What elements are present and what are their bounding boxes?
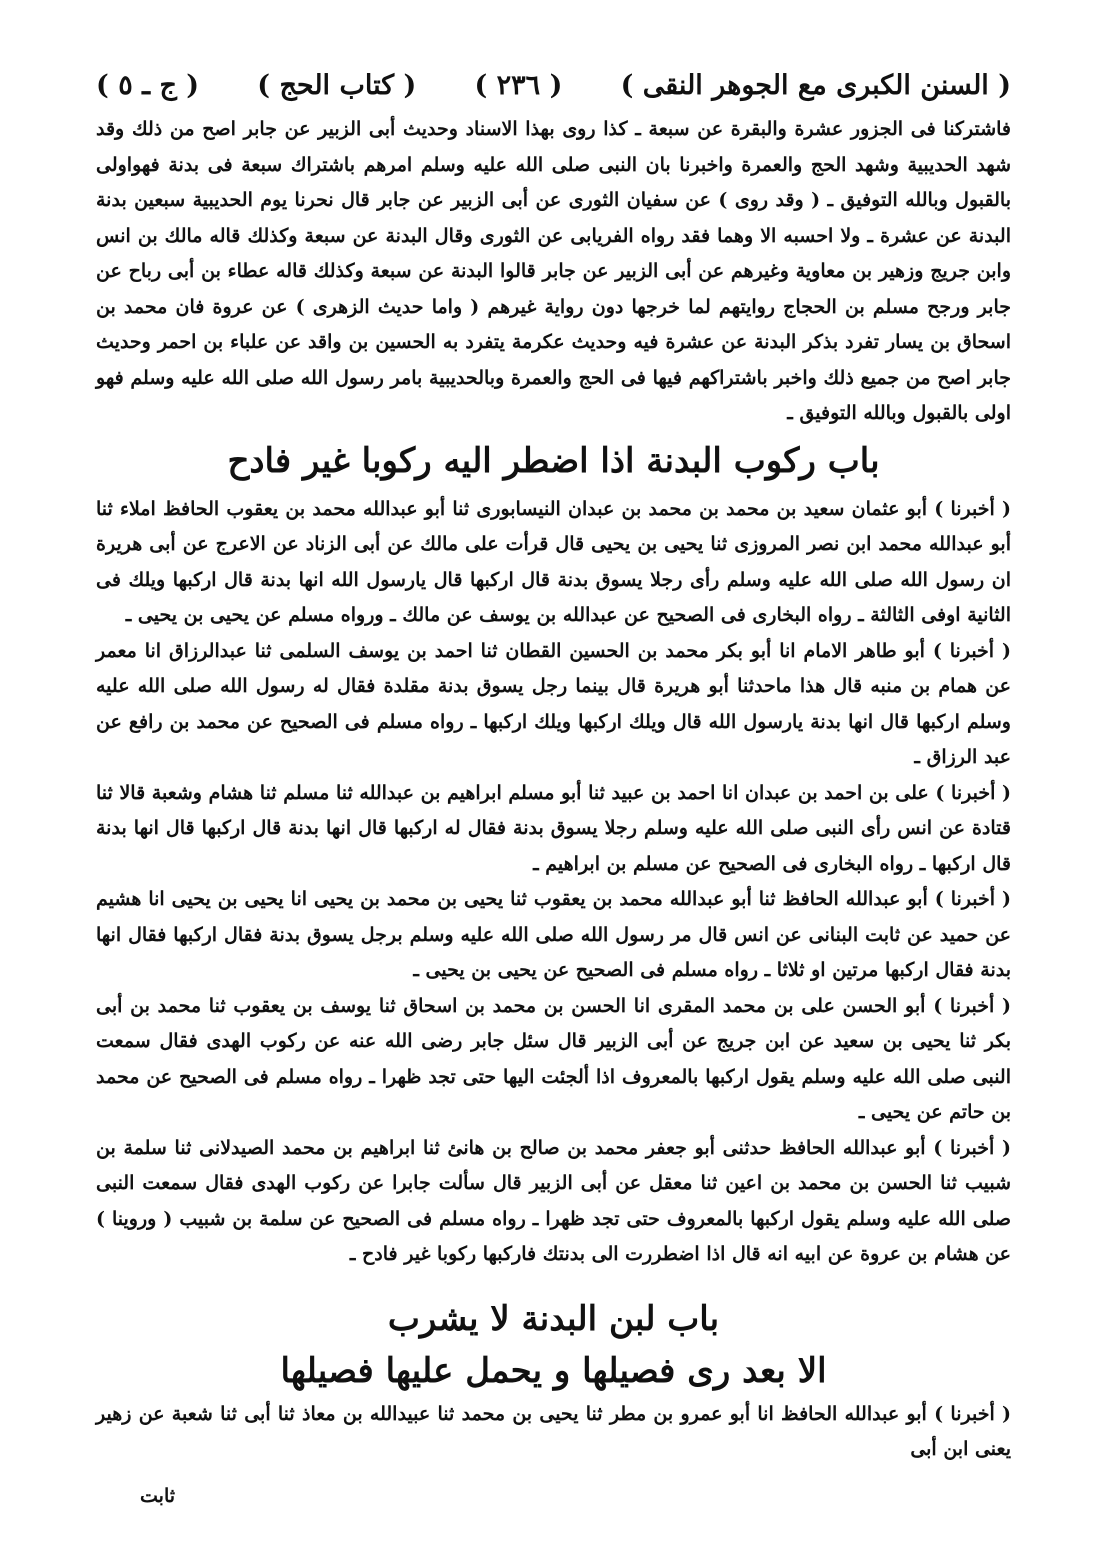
top-paragraph: فاشتركنا فى الجزور عشرة والبقرة عن سبعة ـ كذا روى بهذا الاسناد وحديث أبى الزبير عن جابر اصح من ذلك وقد شهد الحديبية وشهد الحج والعمرة واخبرنا بان النبى صلى الله عليه وسلم امرهم باشتراك سبعة فى بدنة فهواولى بالقبول وبالله التوفيق ـ ( وقد روى ) عن سفيان الثورى عن أبى الزبير عن جابر قال نحرنا يوم الحديبية سبعين بدنة البدنة عن عشرة ـ ولا احسبه الا وهما فقد رواه الفريابى عن الثورى وقال البدنة عن سبعة وكذلك قاله مالك بن انس وابن جريج وزهير بن معاوية وغيرهم عن أبى الزبير عن جابر قالوا البدنة عن سبعة وكذلك قاله عطاء بن أبى رباح عن جابر ورجح مسلم بن الحجاج روايتهم لما خرجها دون رواية غيرهم ( واما حديث الزهرى ) عن عروة فان محمد بن اسحاق بن يسار تفرد بذكر البدنة عن عشرة فيه وحديث عكرمة يتفرد به الحسين بن واقد عن علباء بن احمر وحديث جابر اصح من جميع ذلك واخبر باشتراكهم فيها فى الحج والعمرة وبالحديبية بامر رسول الله صلى الله عليه وسلم فهو اولى بالقبول وبالله التوفيق ـ bbox=[96, 118, 1011, 424]
volume-number: ( ج ـ ٥ ) bbox=[96, 69, 200, 101]
section-heading-milk-line2: الا بعد رى فصيلها و يحمل عليها فصيلها bbox=[280, 1350, 827, 1391]
section-heading-milk-line1: باب لبن البدنة لا يشرب bbox=[387, 1298, 720, 1339]
hadith-paragraph: ( أخبرنا ) أبو عثمان سعيد بن محمد بن محمد بن عبدان النيسابورى ثنا أبو عبدالله محمد بن يعقوب الحافظ املاء ثنا أبو عبدالله محمد ابن نصر المروزى ثنا يحيى بن يحيى قال قرأت على مالك عن أبى الزناد عن الاعرج عن أبى هريرة ان رسول الله صلى الله عليه وسلم رأى رجلا يسوق بدنة قال اركبها قال يارسول الله انها بدنة قال اركبها ويلك فى الثانية اوفى الثالثة ـ رواه البخارى فى الصحيح عن عبدالله بن يوسف عن مالك ـ ورواه مسلم عن يحيى بن يحيى ـ bbox=[96, 497, 1011, 626]
hadith-paragraph: ( أخبرنا ) أبو عبدالله الحافظ حدثنى أبو جعفر محمد بن صالح بن هانئ ثنا ابراهيم بن محمد الصيدلانى ثنا سلمة بن شبيب ثنا الحسن بن محمد بن اعين ثنا معقل عن أبى الزبير قال سألت جابرا عن ركوب الهدى فقال سمعت النبى صلى الله عليه وسلم يقول اركبها بالمعروف حتى تجد ظهرا ـ رواه مسلم فى الصحيح عن سلمة بن شبيب ( وروينا ) عن هشام بن عروة عن ابيه انه قال اذا اضطررت الى بدنتك فاركبها ركوبا غير فادح ـ bbox=[96, 1136, 1011, 1265]
book-title: ( السنن الكبرى مع الجوهر النقى ) bbox=[620, 69, 1011, 101]
hadith-paragraph: ( أخبرنا ) أبو طاهر الامام انا أبو بكر محمد بن الحسين القطان ثنا احمد بن يوسف السلمى ثنا عبدالرزاق انا معمر عن همام بن منبه قال هذا ماحدثنا أبو هريرة قال بينما رجل يسوق بدنة مقلدة فقال له رسول الله صلى الله عليه وسلم اركبها قال انها بدنة يارسول الله قال ويلك اركبها ويلك اركبها ـ رواه مسلم فى الصحيح عن محمد بن رافع عن عبد الرزاق ـ bbox=[96, 639, 1011, 768]
footer-catchword: ثابت bbox=[140, 1485, 176, 1507]
hadith-paragraph: ( أخبرنا ) أبو عبدالله الحافظ ثنا أبو عبدالله محمد بن يعقوب ثنا يحيى بن محمد بن يحيى انا يحيى بن يحيى انا هشيم عن حميد عن ثابت البنانى عن انس قال مر رسول الله صلى الله عليه وسلم برجل يسوق بدنة فقال اركبها فقال انها بدنة فقال اركبها مرتين او ثلاثا ـ رواه مسلم فى الصحيح عن يحيى بن يحيى ـ bbox=[96, 888, 1011, 981]
document-page bbox=[96, 58, 1011, 1468]
section-heading-riding-badana: باب ركوب البدنة اذا اضطر اليه ركوبا غير فادح bbox=[227, 440, 880, 481]
hadith-paragraph: ( أخبرنا ) أبو الحسن على بن محمد المقرى انا الحسن بن محمد بن اسحاق ثنا يوسف بن يعقوب ثنا محمد بن أبى بكر ثنا يحيى بن سعيد عن ابن جريج عن أبى الزبير قال سئل جابر رضى الله عنه عن ركوب الهدى فقال سمعت النبى صلى الله عليه وسلم يقول اركبها بالمعروف اذا ألجئت اليها حتى تجد ظهرا ـ رواه مسلم فى الصحيح عن محمد بن حاتم عن يحيى ـ bbox=[96, 994, 1011, 1123]
page-number: ( ٢٣٦ ) bbox=[474, 69, 563, 101]
chapter-title: ( كتاب الحج ) bbox=[257, 69, 417, 101]
page-header bbox=[96, 58, 1011, 112]
hadith-paragraph: ( أخبرنا ) أبو عبدالله الحافظ انا أبو عمرو بن مطر ثنا يحيى بن محمد ثنا عبيدالله بن معاذ ثنا أبى ثنا شعبة عن زهير يعنى ابن أبى bbox=[96, 1402, 1011, 1460]
hadith-paragraph: ( أخبرنا ) على بن احمد بن عبدان انا احمد بن عبيد ثنا أبو مسلم ابراهيم بن عبدالله ثنا مسلم ثنا هشام وشعبة قالا ثنا قتادة عن انس رأى النبى صلى الله عليه وسلم رجلا يسوق بدنة فقال له اركبها قال انها بدنة قال اركبها قال انها بدنة قال اركبها ـ رواه البخارى فى الصحيح عن مسلم بن ابراهيم ـ bbox=[96, 781, 1011, 875]
